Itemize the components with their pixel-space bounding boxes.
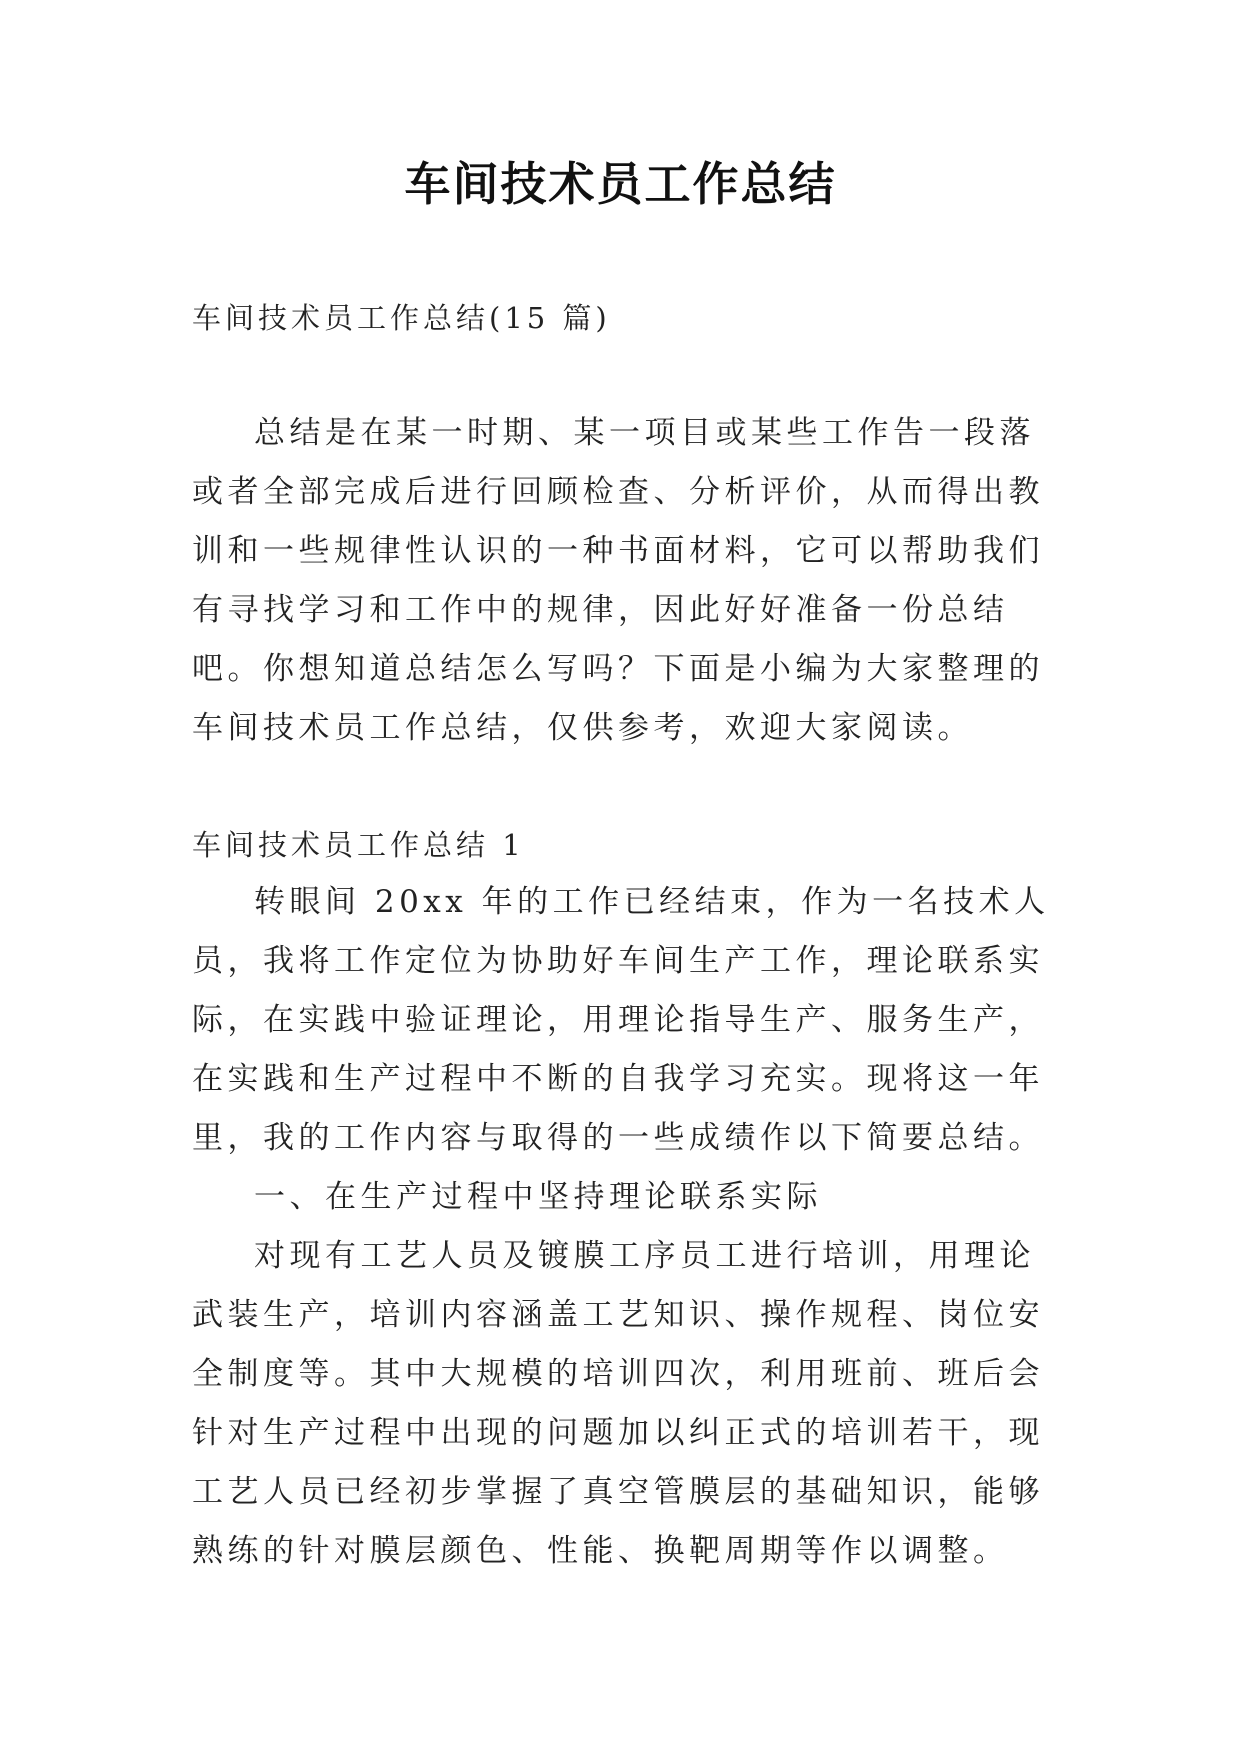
section-heading: 车间技术员工作总结 1 (192, 828, 525, 862)
document-subtitle: 车间技术员工作总结(15 篇) (192, 301, 611, 335)
intro-paragraph: 总结是在某一时期、某一项目或某些工作告一段落或者全部完成后进行回顾检查、分析评价，从而得出教训和一些规律性认识的一种书面材料，它可以帮助我们有寻找学习和工作中的规律，因此好好准备一份总结吧。你想知道总结怎么写吗？下面是小编为大家整理的车间技术员工作总结，仅供参考，欢迎大家阅读。 (192, 415, 1044, 746)
section-paragraph: 转眼间 20xx 年的工作已经结束，作为一名技术人员，我将工作定位为协助好车间生产工作，理论联系实际，在实践中验证理论，用理论指导生产、服务生产，在实践和生产过程中不断的自我学习充实。现将这一年里，我的工作内容与取得的一些成绩作以下简要总结。 (192, 884, 1050, 1156)
section-subheading: 一、在生产过程中坚持理论联系实际 (254, 1179, 822, 1215)
intro-block (192, 404, 1052, 758)
section-paragraph: 对现有工艺人员及镀膜工序员工进行培训，用理论武装生产，培训内容涵盖工艺知识、操作规程、岗位安全制度等。其中大规模的培训四次，利用班前、班后会针对生产过程中出现的问题加以纠正式的培训若干，现工艺人员已经初步掌握了真空管膜层的基础知识，能够熟练的针对膜层颜色、性能、换靶周期等作以调整。 (192, 1238, 1044, 1569)
section-body (192, 873, 1052, 1581)
document-title: 车间技术员工作总结 (404, 157, 837, 211)
